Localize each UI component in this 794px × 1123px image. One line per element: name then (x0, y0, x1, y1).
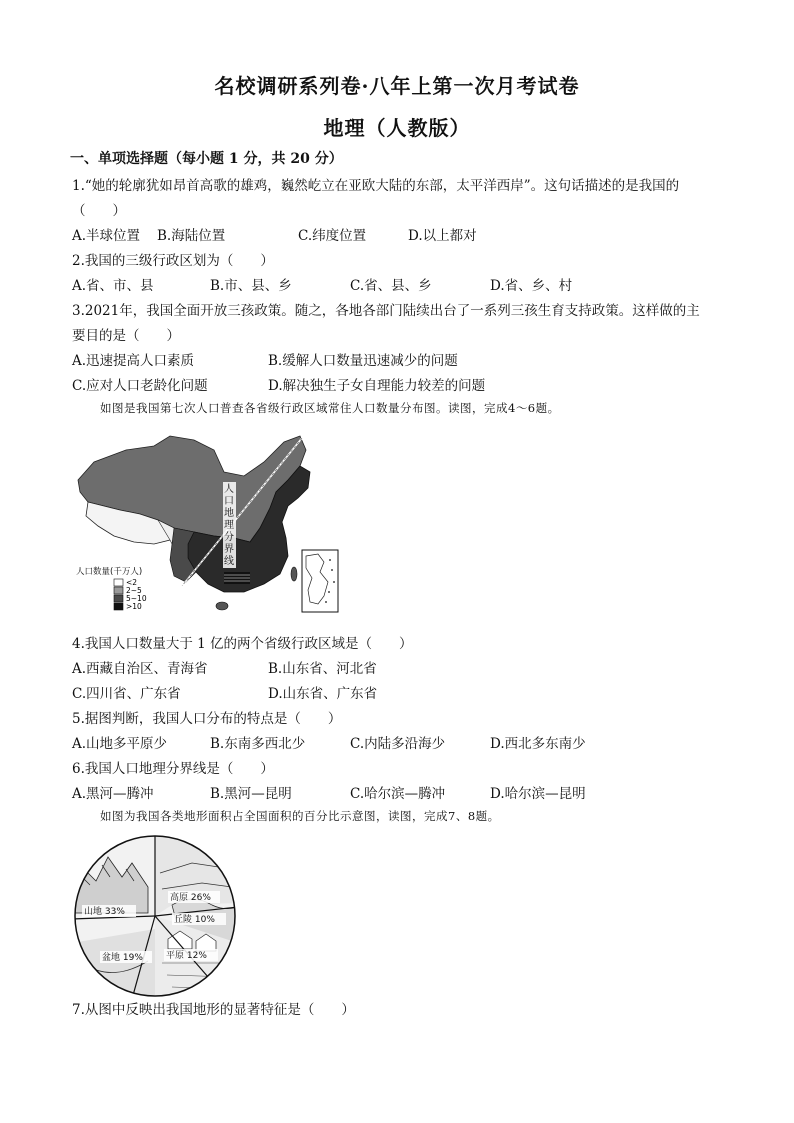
legend-title: 人口数量(千万人) (76, 567, 143, 577)
legend-item: 2~5 (126, 586, 142, 595)
q2-option-c: C.省、县、乡 (350, 278, 432, 294)
q5-option-d: D.西北多东南少 (490, 736, 586, 752)
q3-stem-line1: 3.2021年，我国全面开放三孩政策。随之，各地各部门陆续出台了一系列三孩生育支持政策。这样做的主 (72, 303, 700, 319)
q4-option-b: B.山东省、河北省 (268, 661, 377, 677)
boundary-label-char: 理 (224, 520, 234, 531)
boundary-label-char: 人 (224, 484, 234, 495)
q1-option-d: D.以上都对 (408, 228, 477, 244)
q3-option-d: D.解决独生子女自理能力较差的问题 (268, 378, 486, 394)
map-island-hainan (216, 602, 228, 610)
q4-option-d: D.山东省、广东省 (268, 686, 378, 702)
boundary-label-char: 地 (224, 508, 234, 519)
legend-item: <2 (126, 578, 138, 587)
q6-stem: 6.我国人口地理分界线是（ ） (72, 761, 274, 777)
exam-title: 名校调研系列卷·八年上第一次月考试卷 (214, 74, 580, 98)
intro-questions-4-6: 如图是我国第七次人口普查各省级行政区域常住人口数量分布图。读图，完成4～6题。 (100, 401, 560, 415)
boundary-label-char: 分 (224, 532, 234, 543)
exam-subtitle: 地理（人教版） (323, 116, 471, 140)
q2-option-a: A.省、市、县 (72, 278, 154, 294)
terrain-pie-illustration (72, 833, 238, 999)
boundary-label-char: 口 (224, 496, 234, 507)
q6-option-d: D.哈尔滨—昆明 (490, 786, 586, 802)
q3-option-a: A.迅速提高人口素质 (72, 353, 195, 369)
pie-label-plateau: 高原 26% (170, 893, 211, 903)
q3-option-c: C.应对人口老龄化问题 (72, 378, 208, 394)
q5-stem: 5.据图判断，我国人口分布的特点是（ ） (72, 711, 342, 727)
q5-option-a: A.山地多平原少 (72, 736, 168, 752)
pie-label-mountains: 山地 33% (84, 907, 125, 917)
q5-option-b: B.东南多西北少 (210, 736, 306, 752)
q2-option-d: D.省、乡、村 (490, 278, 573, 294)
pie-label-plain: 平原 12% (166, 951, 207, 961)
q2-option-b: B.市、县、乡 (210, 278, 292, 294)
q1-option-a: A.半球位置 (72, 228, 141, 244)
q4-stem: 4.我国人口数量大于 1 亿的两个省级行政区域是（ ） (72, 636, 413, 652)
q1-option-b: B.海陆位置 (157, 228, 226, 244)
q3-stem-line2: 要目的是（ ） (72, 328, 180, 344)
legend-item: 5~10 (126, 594, 147, 603)
q1-option-c: C.纬度位置 (298, 228, 367, 244)
pie-label-basin: 盆地 19% (102, 953, 143, 963)
population-map (74, 432, 344, 618)
q3-option-b: B.缓解人口数量迅速减少的问题 (268, 353, 458, 369)
south-china-sea-inset (302, 550, 338, 612)
q7-stem: 7.从图中反映出我国地形的显著特征是（ ） (72, 1002, 355, 1018)
section-heading: 一、单项选择题（每小题 1 分，共 20 分） (70, 151, 343, 167)
q5-option-c: C.内陆多沿海少 (350, 736, 446, 752)
boundary-label-char: 界 (224, 544, 234, 555)
intro-questions-7-8: 如图为我国各类地形面积占全国面积的百分比示意图，读图，完成7、8题。 (100, 809, 500, 823)
q2-stem: 2.我国的三级行政区划为（ ） (72, 253, 274, 269)
q6-option-c: C.哈尔滨—腾冲 (350, 786, 446, 802)
pie-label-hills: 丘陵 10% (174, 915, 215, 925)
q6-option-a: A.黑河—腾冲 (72, 786, 154, 802)
q4-option-c: C.四川省、广东省 (72, 686, 181, 702)
legend-item: >10 (126, 602, 142, 611)
map-island-taiwan (291, 567, 297, 581)
q6-option-b: B.黑河—昆明 (210, 786, 292, 802)
q4-option-a: A.西藏自治区、青海省 (72, 661, 208, 677)
boundary-label-char: 线 (224, 556, 234, 567)
q1-stem-line2: （ ） (72, 203, 126, 219)
q1-stem-line1: 1.“她的轮廓犹如昂首高歌的雄鸡，巍然屹立在亚欧大陆的东部，太平洋西岸”。这句话描述的是我国的 (72, 178, 680, 194)
